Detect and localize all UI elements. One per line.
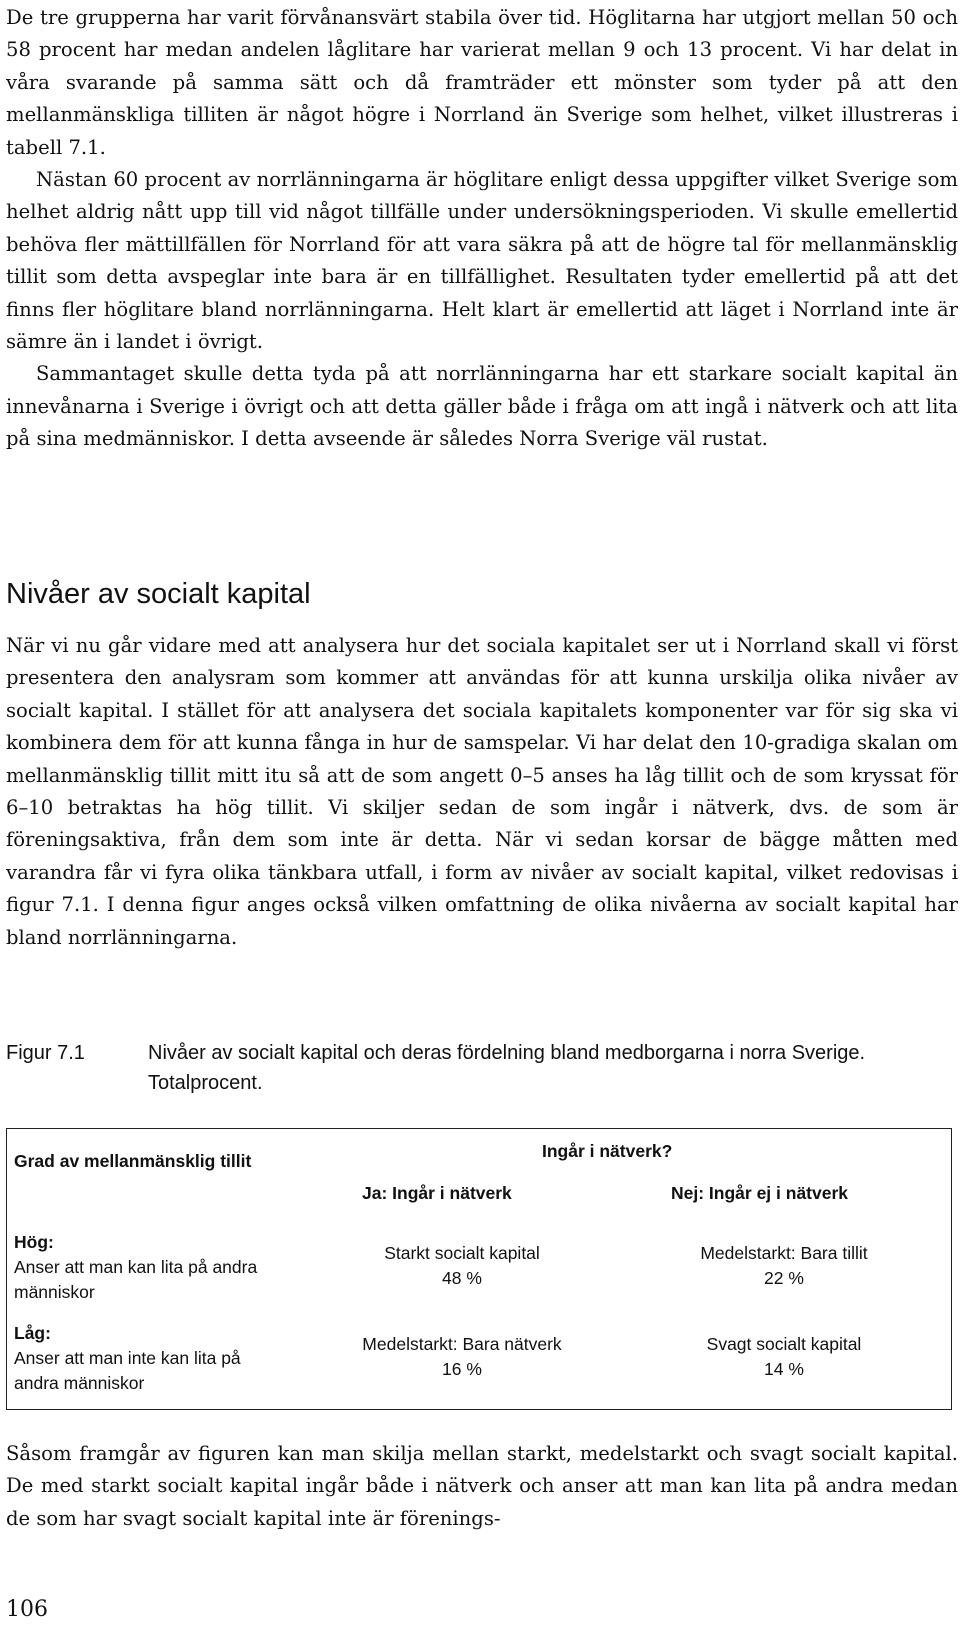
paragraph: Såsom framgår av figuren kan man skilja mellan starkt, medelstarkt och svagt socialt kapital. De med starkt socialt kapital ingår både i nätverk och anser att man kan lita på andra medan de som har svagt socialt kapital inte är förenings- bbox=[6, 1442, 958, 1530]
cell-name: Svagt socialt kapital bbox=[706, 1334, 862, 1354]
cell-name: Medelstarkt: Bara tillit bbox=[700, 1243, 868, 1263]
table-row bbox=[7, 1227, 951, 1318]
cell-percent: 14 % bbox=[764, 1359, 804, 1379]
column-group-label: Ingår i nätverk? bbox=[542, 1141, 673, 1161]
row-header-label: Grad av mellanmänsklig tillit bbox=[14, 1151, 252, 1171]
page-number: 106 bbox=[6, 1597, 48, 1622]
cell-percent: 22 % bbox=[764, 1268, 804, 1288]
paragraph: De tre grupperna har varit förvånansvärt stabila över tid. Höglitarna har utgjort mellan 50 och 58 procent har medan andelen låglitare har varierat mellan 9 och 13 procent. Vi har delat in våra svarande på samma sätt och då framträder ett mönster som tyder på att den mellanmänskliga tilliten är något högre i Norrland än Sverige som helhet, vilket illustreras i tabell 7.1. bbox=[6, 6, 958, 159]
table-row bbox=[7, 1318, 951, 1409]
paragraph: När vi nu går vidare med att analysera hur det sociala kapitalet ser ut i Norrland skall vi först presentera den analysram som kommer att användas för att kunna urskilja olika nivåer av socialt kapital. I stället för att analysera det sociala kapitalets komponenter var för sig ska vi kombinera dem för att kunna fånga in hur de samspelar. Vi har delat den 10-gradiga skalan om mellanmänsklig tillit mitt itu så att de som angett 0–5 anses ha låg tillit och de som kryssat för 6–10 betraktas ha hög tillit. Vi skiljer sedan de som ingår i nätverk, dvs. de som är föreningsaktiva, från dem som inte är detta. När vi sedan korsar de bägge måtten med varandra får vi fyra olika tänkbara utfall, i form av nivåer av socialt kapital, vilket redovisas i figur 7.1. I denna figur anges också vilken omfattning de olika nivåerna av socialt kapital har bland norrlänningarna. bbox=[6, 634, 958, 949]
column-header-nej: Nej: Ingår ej i nätverk bbox=[671, 1183, 849, 1203]
table-header-row bbox=[7, 1129, 951, 1227]
cell-percent: 16 % bbox=[442, 1359, 482, 1379]
cell-name: Medelstarkt: Bara nätverk bbox=[362, 1334, 562, 1354]
text-block-middle bbox=[6, 630, 958, 954]
table-cell bbox=[629, 1241, 939, 1291]
column-header-ja: Ja: Ingår i nätverk bbox=[362, 1183, 512, 1203]
table-cell bbox=[307, 1241, 617, 1291]
table-cell bbox=[629, 1332, 939, 1382]
row-label-level: Låg: bbox=[14, 1323, 51, 1343]
row-label-text: Anser att man inte kan lita på andra människor bbox=[14, 1348, 241, 1393]
figure-caption-text: Nivåer av socialt kapital och deras fördelning bland medborgarna i norra Sverige. Totalprocent. bbox=[148, 1042, 866, 1094]
row-label bbox=[14, 1321, 284, 1396]
figure-table bbox=[6, 1128, 952, 1410]
text-block-top bbox=[6, 2, 958, 456]
table-cell bbox=[307, 1332, 617, 1382]
text-block-bottom bbox=[6, 1438, 958, 1535]
row-label-level: Hög: bbox=[14, 1232, 54, 1252]
paragraph: Nästan 60 procent av norrlänningarna är höglitare enligt dessa uppgifter vilket Sverige som helhet aldrig nått upp till vid något tillfälle under undersökningsperioden. Vi skulle emellertid behöva fler mättillfällen för Norrland för att vara säkra på att de högre tal för mellanmänsklig tillit som detta avspeglar inte bara är en tillfällighet. Resultaten tyder emellertid på att det finns fler höglitare bland norrlänningarna. Helt klart är emellertid att läget i Norrland inte är sämre än i landet i övrigt. bbox=[6, 168, 958, 354]
figure-number: Figur 7.1 bbox=[6, 1042, 85, 1064]
row-label bbox=[14, 1230, 284, 1305]
paragraph: Sammantaget skulle detta tyda på att norrlänningarna har ett starkare socialt kapital än innevånarna i Sverige i övrigt och att detta gäller både i fråga om att ingå i nätverk och att lita på sina medmänniskor. I detta avseende är således Norra Sverige väl rustat. bbox=[6, 362, 958, 451]
cell-name: Starkt socialt kapital bbox=[384, 1243, 540, 1263]
cell-percent: 48 % bbox=[442, 1268, 482, 1288]
row-label-text: Anser att man kan lita på andra människor bbox=[14, 1257, 258, 1302]
section-heading: Nivåer av socialt kapital bbox=[6, 578, 311, 610]
